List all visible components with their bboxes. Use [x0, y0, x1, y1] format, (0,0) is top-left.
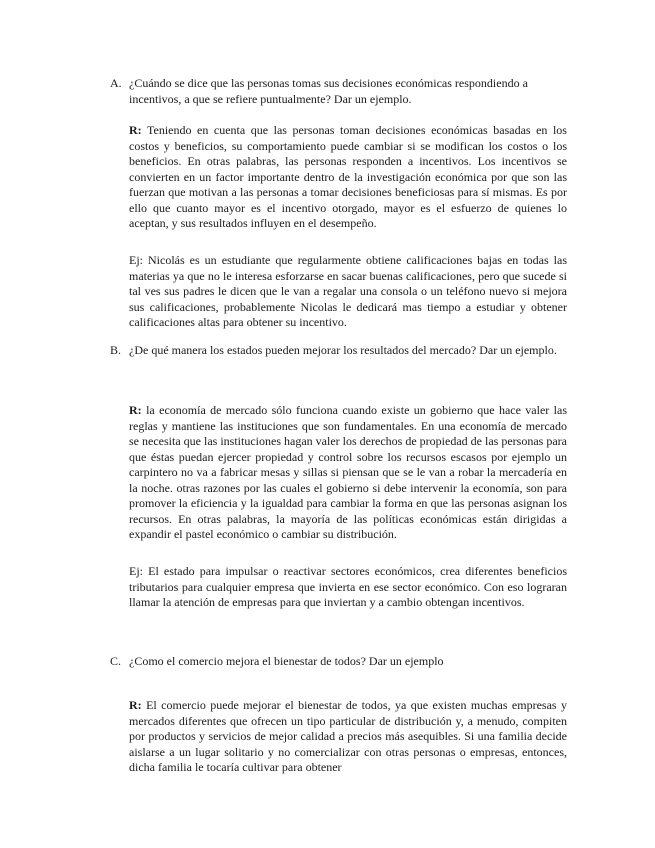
- question-label: C.: [110, 654, 122, 668]
- answer-prefix: R:: [129, 403, 142, 417]
- question-text: ¿Como el comercio mejora el bienestar de todos? Dar un ejemplo: [129, 654, 444, 668]
- answer-c: [129, 698, 567, 776]
- question-label: A.: [110, 76, 122, 90]
- example-text: Ej: El estado para impulsar o reactivar sectores económicos, crea diferentes beneficios tributarios para cualquier empresa que invierta en ese sector económico. Con eso lograran llamar la atención de empresas para que inviertan y a cambio obtengan incentivos.: [129, 564, 567, 609]
- answer-text: El comercio puede mejorar el bienestar de todos, ya que existen muchas empresas y mercados diferentes que ofrecen un tipo particular de distribución y, a menudo, compiten por productos y servicios de mejor calidad a precios más asequibles. Si una familia decide aislarse a un lugar solitario y no comercializar con otras personas o empresas, entonces, dicha familia le tocaría cultivar para obtener: [129, 698, 567, 774]
- example-b: [129, 564, 567, 611]
- example-a: [129, 253, 567, 331]
- answer-b: [129, 403, 567, 543]
- answer-text: la economía de mercado sólo funciona cuando existe un gobierno que hace valer las reglas y mantiene las instituciones que son fundamentales. En una economía de mercado se necesita que las instituciones hagan valer los derechos de propiedad de las personas para que éstas puedan ejercer propiedad y control sobre los recursos escasos por ejemplo un carpintero no va a fabricar mesas y sillas si piensan que se le van a robar la mercadería en la noche. otras razones por las cuales el gobierno si debe intervenir la economía, son para promover la eficiencia y la igualdad para cambiar la forma en que las personas asignan los recursos. En otras palabras, la mayoría de las políticas económicas están dirigidas a expandir el pastel económico o cambiar su distribución.: [129, 403, 568, 541]
- question-text: ¿De qué manera los estados pueden mejorar los resultados del mercado? Dar un ejemplo.: [129, 343, 557, 357]
- question-label: B.: [110, 343, 122, 357]
- answer-text: Teniendo en cuenta que las personas toman decisiones económicas basadas en los costos y beneficios, su comportamiento puede cambiar si se modifican los costos o los beneficios. En otras palabras, las personas responden a incentivos. Los incentivos se convierten en un factor importante dentro de la investigación económica por que son las fuerzan que motivan a las personas a tomar decisiones beneficiosas para sí mismas. Es por ello que cuanto mayor es el incentivo otorgado, mayor es el esfuerzo de quienes lo aceptan, y sus resultados influyen en el desempeño.: [129, 123, 567, 230]
- answer-prefix: R:: [129, 123, 142, 137]
- example-text: Ej: Nicolás es un estudiante que regularmente obtiene calificaciones bajas en todas las materias ya que no le interesa esforzarse en sacar buenas calificaciones, pero que sucede si tal ves sus padres le dicen que le van a regalar una consola o un teléfono nuevo si mejora sus calificaciones, probablemente Nicolas le dedicará mas tiempo a estudiar y obtener calificaciones altas para obtener su incentivo.: [129, 253, 567, 329]
- answer-a: [129, 123, 567, 232]
- question-text: ¿Cuándo se dice que las personas tomas sus decisiones económicas respondiendo a incentivos, a que se refiere puntualmente? Dar un ejemplo.: [129, 76, 528, 106]
- answer-prefix: R:: [129, 698, 142, 712]
